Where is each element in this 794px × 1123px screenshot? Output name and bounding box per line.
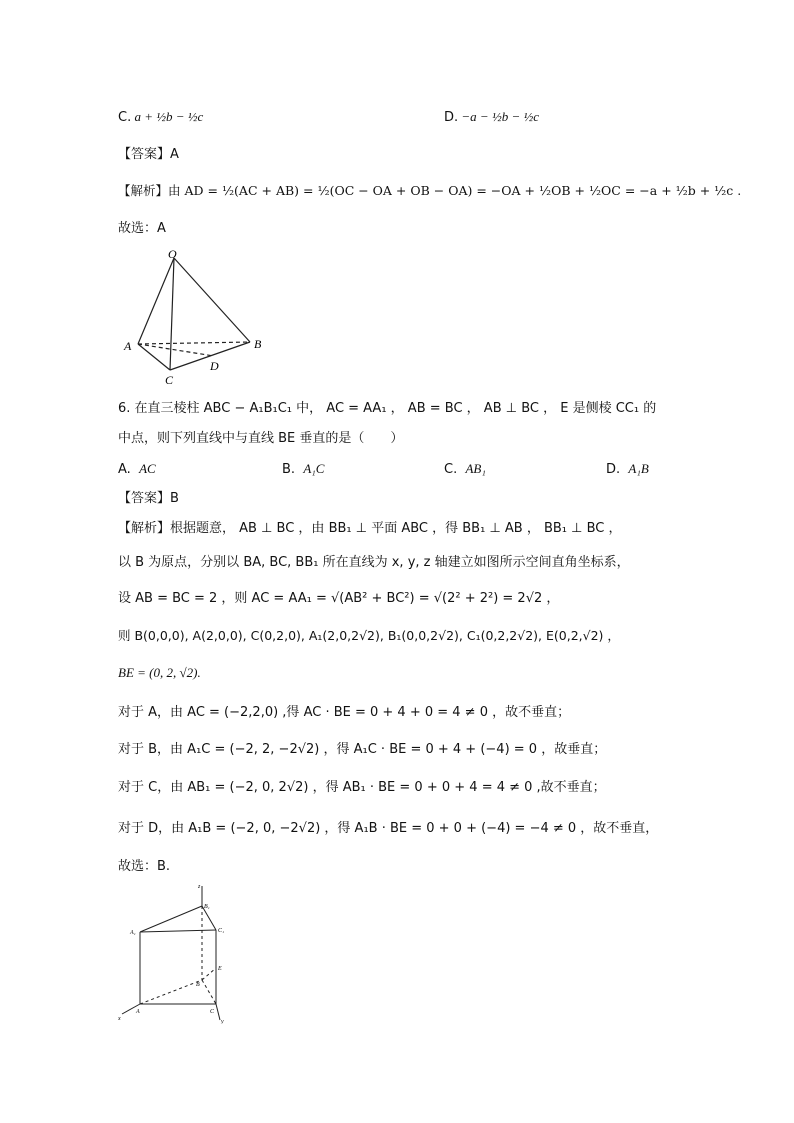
q6-option-b-label: B. [282, 462, 296, 477]
label-c: C [165, 373, 174, 386]
q5-option-d-label: D. [444, 110, 459, 125]
q6-option-c-text: AB₁ [465, 461, 486, 476]
label-a: A [124, 339, 132, 353]
q6-analysis-line-6: 对于 A，由 AC = (−2,2,0) ,得 AC · BE = 0 + 4 + 0 = 4 ≠ 0 ，故不垂直； [118, 705, 571, 720]
label-x: x [118, 1016, 121, 1022]
segment-ad-dashed [138, 344, 214, 356]
q5-option-d-expr: −a − ½b − ½c [461, 109, 539, 124]
q6-option-c [444, 458, 486, 481]
q6-analysis-line-4: 则 B(0,0,0), A(2,0,0), C(0,2,0), A₁(2,0,2√2), B₁(0,0,2√2), C₁(0,2,2√2), E(0,2,√2) ， [118, 628, 620, 643]
q6-option-d-text: A₁B [628, 461, 649, 476]
q6-option-a-text: AC [139, 461, 156, 476]
q5-option-c-expr: a + ½b − ½c [134, 109, 204, 124]
axis-y [216, 1004, 220, 1020]
label-c1: C₁ [218, 928, 225, 934]
q6-analysis-line-3: 设 AB = BC = 2 ，则 AC = AA₁ = √(AB² + BC²) = √(2² + 2²) = 2√2 ， [118, 591, 560, 606]
edge-ob [174, 258, 250, 342]
edge-oa [138, 258, 174, 344]
label-y: y [221, 1019, 224, 1024]
q6-stem-2: 中点，则下列直线中与直线 BE 垂直的是（ ） [118, 431, 404, 446]
q6-answer: 【答案】B [118, 491, 179, 506]
q6-option-b-text: A₁C [303, 461, 325, 476]
q6-analysis-line-7: 对于 B，由 A₁C = (−2, 2, −2√2) ，得 A₁C · BE = 0 + 4 + (−4) = 0 ，故垂直； [118, 742, 607, 757]
edge-ab-dashed [138, 342, 250, 344]
label-d: D [210, 359, 219, 373]
q6-analysis-line-5: BE = (0, 2, √2). [118, 665, 201, 680]
label-a1: A₁ [130, 930, 136, 936]
q5-option-d [444, 106, 539, 129]
q5-analysis: 【解析】由 AD = ½(AC + AB) = ½(OC − OA + OB − OA) = −OA + ½OB + ½OC = −a + ½b + ½c . [118, 183, 742, 198]
q6-option-a [118, 458, 156, 481]
label-b1: B₁ [204, 904, 210, 910]
q5-option-c [118, 106, 203, 129]
q6-analysis-line-9: 对于 D，由 A₁B = (−2, 0, −2√2) ，得 A₁B · BE = 0 + 0 + (−4) = −4 ≠ 0 ，故不垂直， [118, 821, 659, 836]
edge-a1c1 [140, 930, 216, 932]
q6-option-d [606, 458, 649, 481]
edge-ac [138, 344, 170, 370]
label-z: z [198, 884, 201, 890]
label-e: E [218, 966, 222, 972]
edge-a1b1 [140, 906, 202, 932]
label-c: C [210, 1009, 215, 1015]
q6-analysis-line-1: 【解析】根据题意， AB ⊥ BC ，由 BB₁ ⊥ 平面 ABC ，得 BB₁ ⊥ AB ， BB₁ ⊥ BC ， [118, 521, 622, 536]
q6-stem-1: 6. 在直三棱柱 ABC − A₁B₁C₁ 中， AC = AA₁ ， AB = BC ， AB ⊥ BC ， E 是侧棱 CC₁ 的 [118, 401, 657, 416]
q5-answer: 【答案】A [118, 147, 179, 162]
tetrahedron-figure [118, 246, 278, 386]
q5-choice: 故选：A [118, 221, 166, 236]
label-o: O [168, 247, 177, 261]
label-b: B [196, 982, 200, 988]
label-b: B [254, 337, 262, 351]
q6-analysis-line-2: 以 B 为原点，分别以 BA, BC, BB₁ 所在直线为 x, y, z 轴建立如图所示空间直角坐标系， [118, 555, 630, 570]
q6-choice: 故选：B. [118, 859, 171, 874]
q6-option-b [282, 458, 324, 481]
q6-option-c-label: C. [444, 462, 458, 477]
q6-option-d-label: D. [606, 462, 621, 477]
label-a: A [136, 1009, 140, 1015]
q5-option-c-label: C. [118, 110, 132, 125]
segment-be-dashed [202, 968, 216, 980]
edge-bc-dashed [202, 980, 216, 1004]
q6-analysis-line-8: 对于 C，由 AB₁ = (−2, 0, 2√2) ，得 AB₁ · BE = 0 + 0 + 4 = 4 ≠ 0 ,故不垂直； [118, 780, 606, 795]
edge-ab-dashed [140, 980, 202, 1004]
prism-figure [118, 882, 238, 1024]
q6-option-a-label: A. [118, 462, 131, 477]
edge-oc [170, 258, 174, 370]
